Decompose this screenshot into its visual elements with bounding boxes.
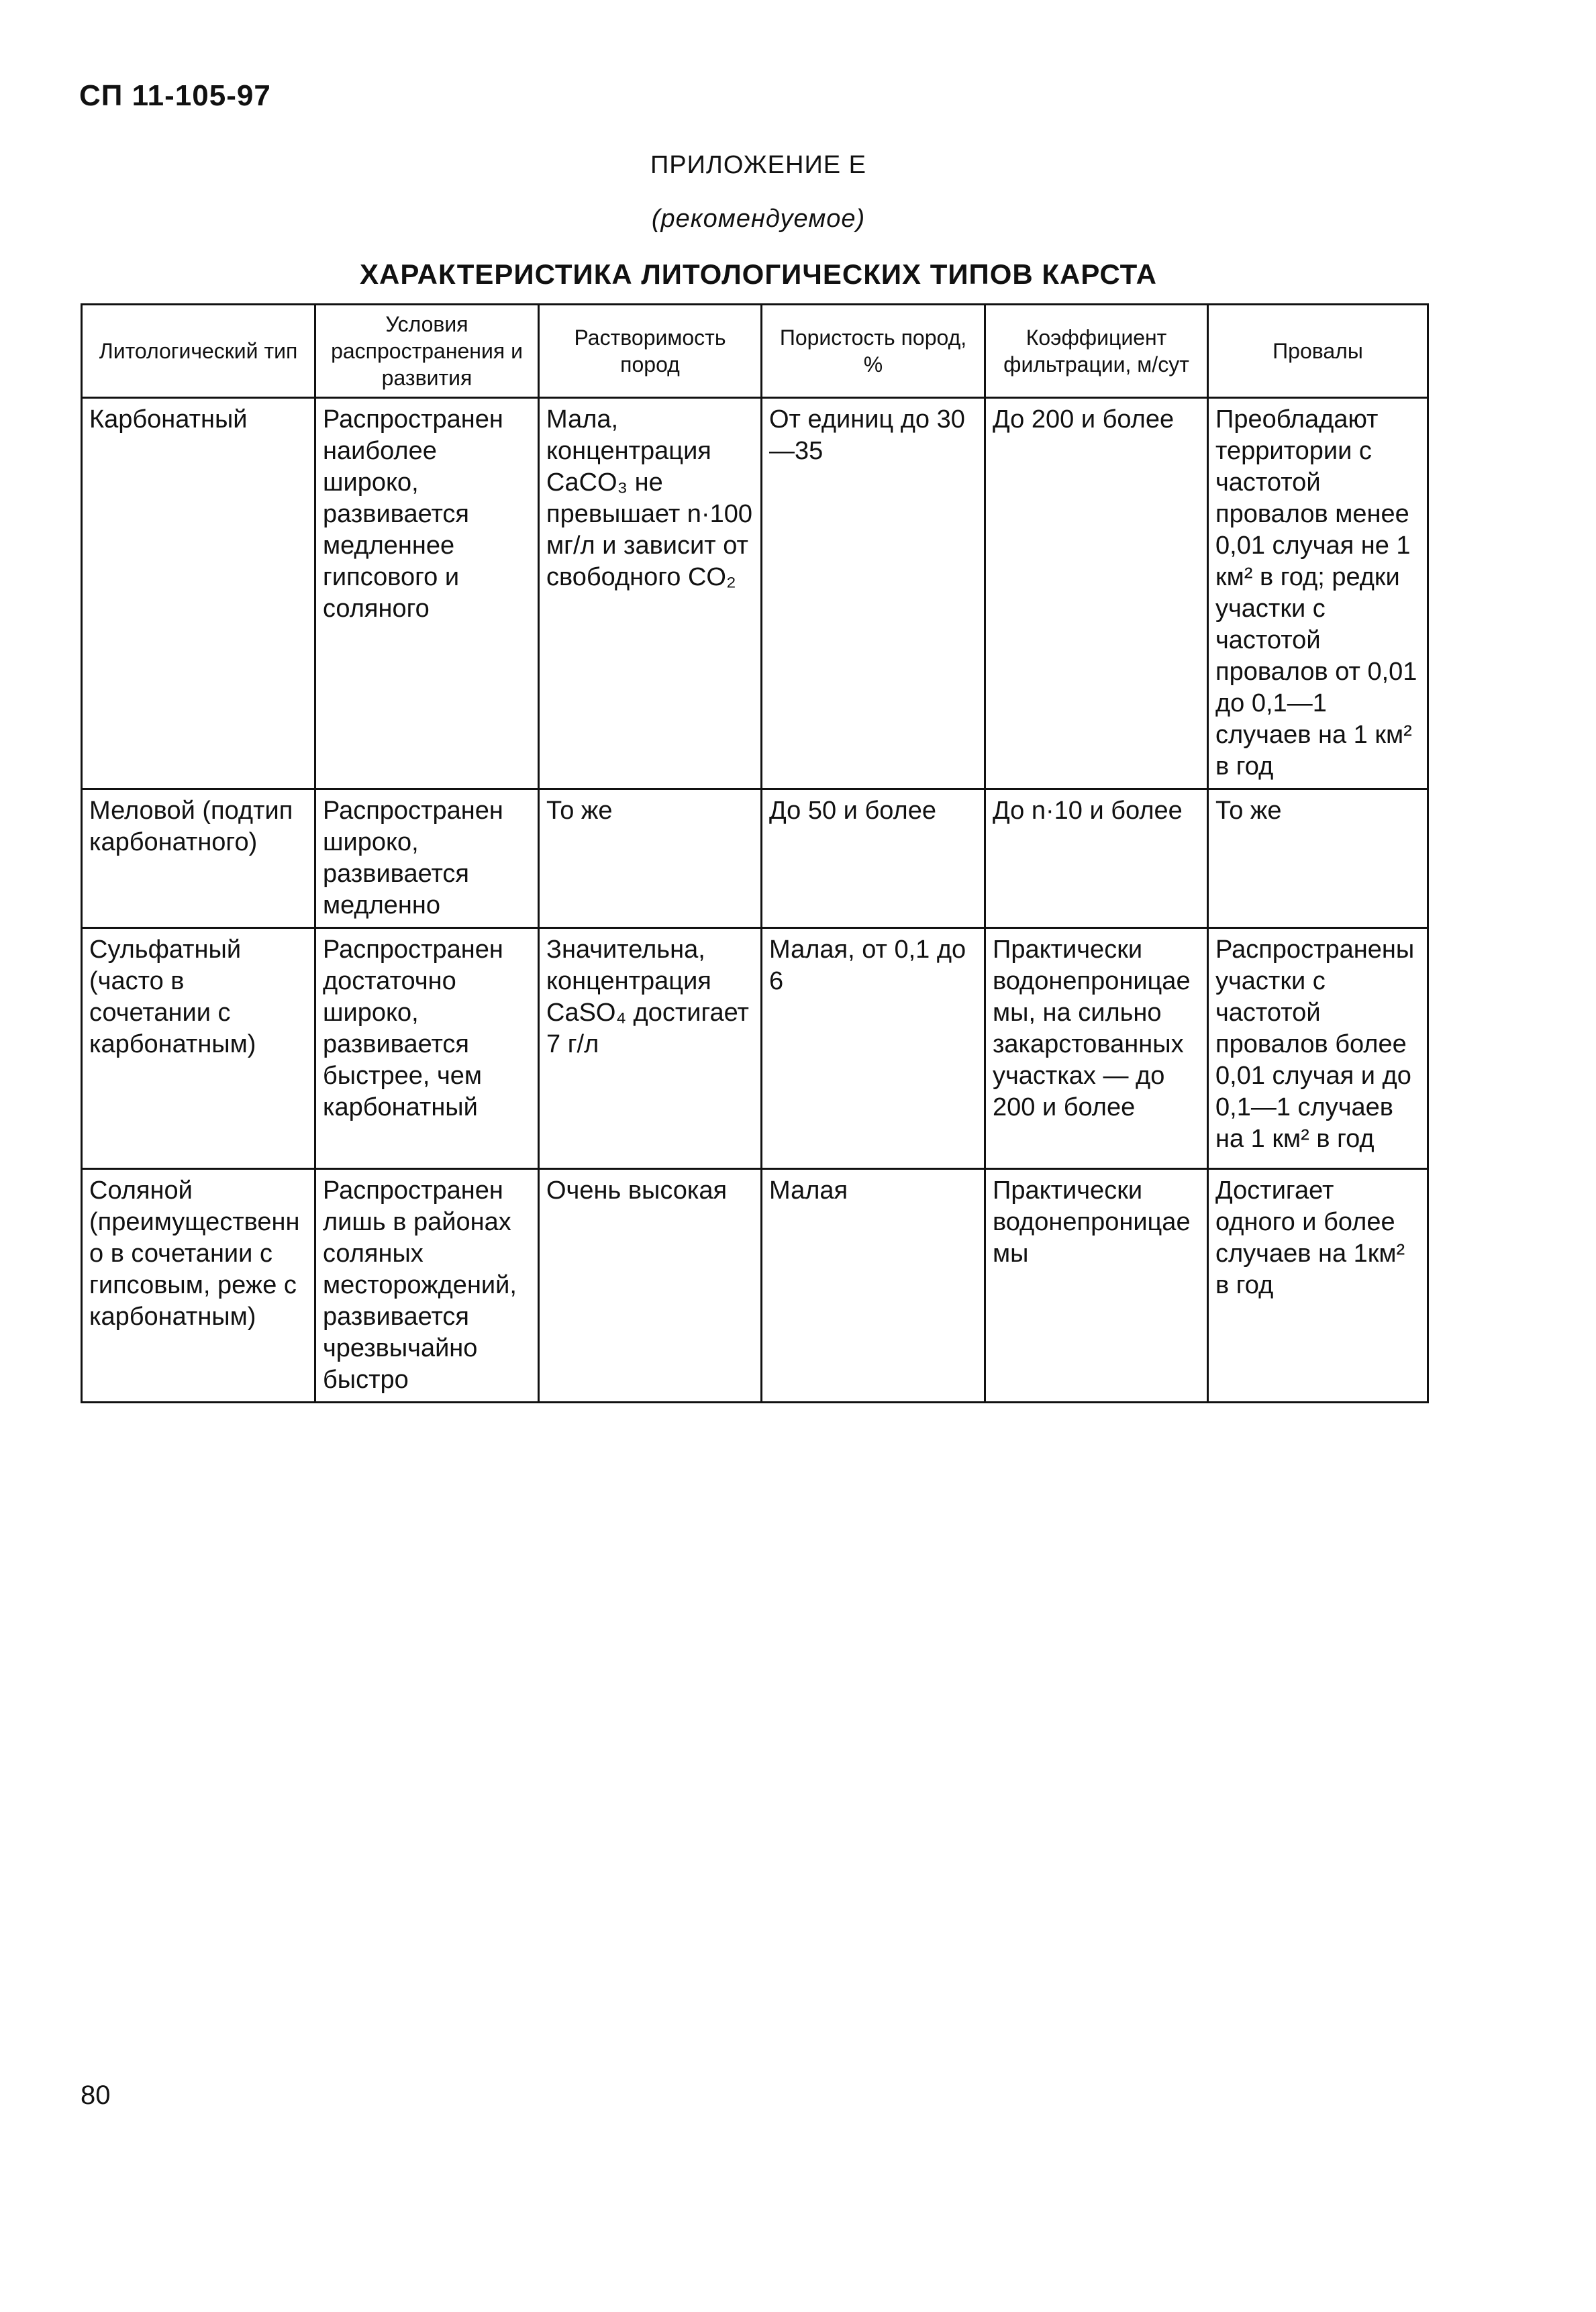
header-solubility: Растворимость пород: [539, 305, 762, 398]
table-cell: Преобладают территории с частотой провалов менее 0,01 случая не 1 км² в год; редки участки с частотой провалов от 0,01 до 0,1—1 случаев на 1 км² в год: [1208, 398, 1428, 789]
table-cell: Распространен лишь в районах соляных месторождений, развивается чрезвычайно быстро: [315, 1169, 539, 1403]
table-cell: Распространен достаточно широко, развивается быстрее, чем карбонатный: [315, 928, 539, 1169]
table-cell: Распространен широко, развивается медленно: [315, 789, 539, 928]
table-cell: Меловой (подтип карбонатного): [82, 789, 315, 928]
header-porosity: Пористость пород, %: [762, 305, 985, 398]
table-cell: Соляной (преимущественно в сочетании с гипсовым, реже с карбонатным): [82, 1169, 315, 1403]
table-cell: От единиц до 30—35: [762, 398, 985, 789]
header-lithological-type: Литологический тип: [82, 305, 315, 398]
document-code: СП 11-105-97: [79, 79, 271, 112]
header-sinkholes: Провалы: [1208, 305, 1428, 398]
table-cell: Распространен наиболее широко, развивается медленнее гипсового и соляного: [315, 398, 539, 789]
table-cell: Практически водонепроницаемы, на сильно закарстованных участках — до 200 и более: [985, 928, 1208, 1169]
table-cell: Мала, концентрация CaCO₃ не превышает n·100 мг/л и зависит от свободного CO₂: [539, 398, 762, 789]
table-cell: Малая, от 0,1 до 6: [762, 928, 985, 1169]
table-row: [82, 928, 1428, 1169]
table-cell: До 50 и более: [762, 789, 985, 928]
table-row: [82, 789, 1428, 928]
table-cell: Распространены участки с частотой провалов более 0,01 случая и до 0,1—1 случаев на 1 км² в год: [1208, 928, 1428, 1169]
table-cell: Сульфатный (часто в сочетании с карбонатным): [82, 928, 315, 1169]
table-cell: Практически водонепроницаемы: [985, 1169, 1208, 1403]
table-row: [82, 1169, 1428, 1403]
table-cell: Карбонатный: [82, 398, 315, 789]
table-cell: Достигает одного и более случаев на 1км² в год: [1208, 1169, 1428, 1403]
table-cell: Малая: [762, 1169, 985, 1403]
table-cell: То же: [1208, 789, 1428, 928]
table-cell: То же: [539, 789, 762, 928]
table-cell: До n·10 и более: [985, 789, 1208, 928]
karst-types-table: [81, 303, 1429, 1403]
header-filtration-coefficient: Коэффициент фильтрации, м/сут: [985, 305, 1208, 398]
table-header-row: [82, 305, 1428, 398]
page-number: 80: [81, 2080, 111, 2110]
appendix-title: ПРИЛОЖЕНИЕ Е: [650, 151, 867, 179]
page-title: ХАРАКТЕРИСТИКА ЛИТОЛОГИЧЕСКИХ ТИПОВ КАРСТА: [360, 258, 1157, 290]
header-distribution-conditions: Условия распространения и развития: [315, 305, 539, 398]
table-cell: Значительна, концентрация CaSO₄ достигает 7 г/л: [539, 928, 762, 1169]
table-cell: До 200 и более: [985, 398, 1208, 789]
table-cell: Очень высокая: [539, 1169, 762, 1403]
table-row: [82, 398, 1428, 789]
appendix-note: (рекомендуемое): [651, 205, 866, 233]
